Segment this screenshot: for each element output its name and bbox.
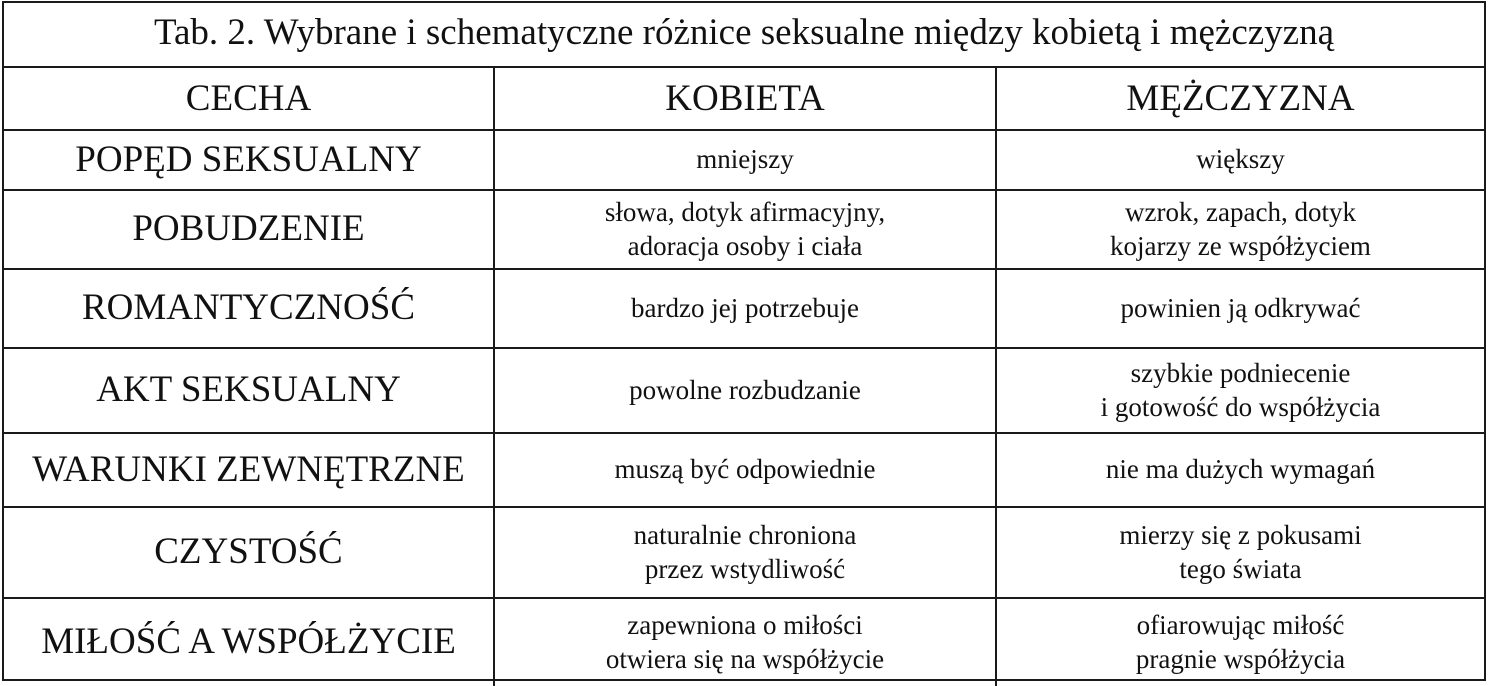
feature-cell: AKT SEKSUALNY xyxy=(4,348,494,433)
cell-line: nie ma dużych wymagań xyxy=(1105,454,1376,485)
table-row xyxy=(4,348,1484,433)
cell-line: mniejszy xyxy=(696,144,794,175)
woman-cell xyxy=(494,598,996,686)
woman-cell xyxy=(494,507,996,598)
man-cell xyxy=(996,130,1484,190)
table-row xyxy=(4,190,1484,269)
table-row xyxy=(4,130,1484,190)
man-cell xyxy=(996,348,1484,433)
cell-line: kojarzy ze współżyciem xyxy=(1110,230,1371,261)
table-title: Tab. 2. Wybrane i schematyczne różnice seksualne między kobietą i mężczyzną xyxy=(4,3,1484,68)
cell-line: zapewniona o miłości xyxy=(627,609,863,640)
woman-cell xyxy=(494,190,996,269)
cell-line: wzrok, zapach, dotyk xyxy=(1125,196,1356,227)
woman-cell xyxy=(494,130,996,190)
man-cell xyxy=(996,269,1484,348)
table-row xyxy=(4,598,1484,686)
man-cell xyxy=(996,433,1484,507)
cell-line: słowa, dotyk afirmacyjny, xyxy=(604,196,886,227)
woman-cell xyxy=(494,348,996,433)
cell-line: adoracja osoby i ciała xyxy=(627,230,863,261)
header-man: MĘŻCZYZNA xyxy=(996,68,1484,130)
header-row xyxy=(4,68,1484,130)
cell-line: i gotowość do współżycia xyxy=(1100,391,1381,422)
man-cell xyxy=(996,190,1484,269)
cell-line: tego świata xyxy=(1179,553,1302,584)
man-cell xyxy=(996,598,1484,686)
feature-cell: WARUNKI ZEWNĘTRZNE xyxy=(4,433,494,507)
cell-line: ofiarowując miłość xyxy=(1136,609,1345,640)
cell-line: większy xyxy=(1196,144,1285,175)
cell-line: szybkie podniecenie xyxy=(1130,357,1351,388)
woman-cell xyxy=(494,269,996,348)
comparison-grid xyxy=(4,68,1484,686)
cell-line: muszą być odpowiednie xyxy=(614,454,876,485)
header-woman: KOBIETA xyxy=(494,68,996,130)
man-cell xyxy=(996,507,1484,598)
feature-cell: POBUDZENIE xyxy=(4,190,494,269)
cell-line: powinien ją odkrywać xyxy=(1120,292,1361,323)
differences-table xyxy=(2,1,1486,681)
feature-cell: POPĘD SEKSUALNY xyxy=(4,130,494,190)
feature-cell: ROMANTYCZNOŚĆ xyxy=(4,269,494,348)
woman-cell xyxy=(494,433,996,507)
feature-cell: CZYSTOŚĆ xyxy=(4,507,494,598)
cell-line: otwiera się na współżycie xyxy=(605,643,885,674)
header-feature: CECHA xyxy=(4,68,494,130)
cell-line: bardzo jej potrzebuje xyxy=(631,292,859,323)
table-row xyxy=(4,433,1484,507)
feature-cell: MIŁOŚĆ A WSPÓŁŻYCIE xyxy=(4,598,494,686)
cell-line: przez wstydliwość xyxy=(644,553,846,584)
table-row xyxy=(4,269,1484,348)
cell-line: naturalnie chroniona xyxy=(633,519,857,550)
cell-line: pragnie współżycia xyxy=(1135,643,1346,674)
table-row xyxy=(4,507,1484,598)
cell-line: powolne rozbudzanie xyxy=(629,374,861,405)
cell-line: mierzy się z pokusami xyxy=(1119,519,1362,550)
